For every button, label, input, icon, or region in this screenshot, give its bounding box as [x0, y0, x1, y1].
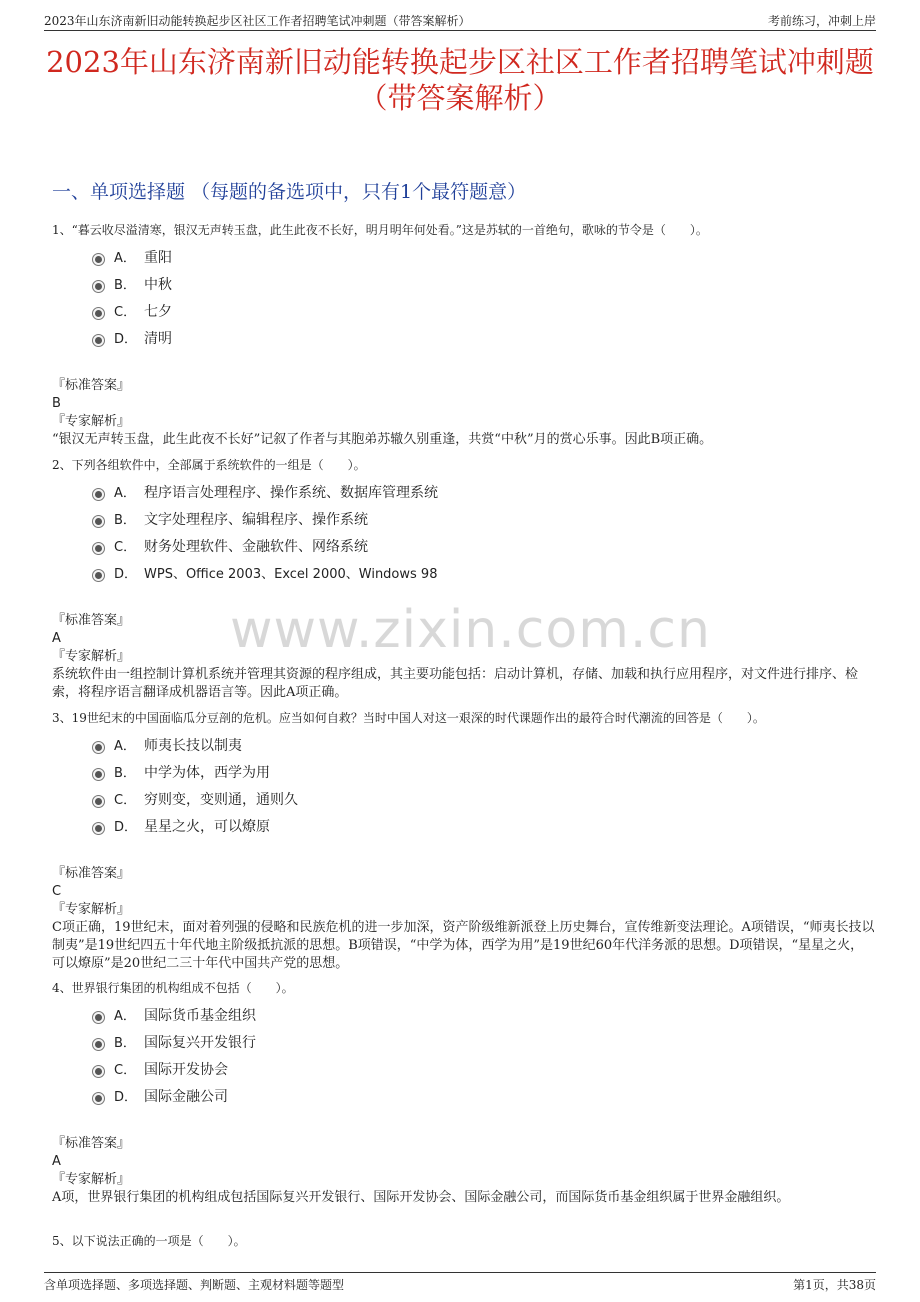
answer-label: 『标准答案』 — [52, 1136, 131, 1151]
radio-icon[interactable] — [92, 1092, 105, 1105]
option-d[interactable] — [52, 1084, 876, 1111]
option-a[interactable] — [52, 733, 876, 760]
radio-icon[interactable] — [92, 334, 105, 347]
option-letter: A． — [114, 486, 136, 501]
option-text: 星星之火，可以燎原 — [144, 819, 270, 835]
answer-label: 『标准答案』 — [52, 866, 131, 881]
radio-icon[interactable] — [92, 1038, 105, 1051]
radio-icon[interactable] — [92, 280, 105, 293]
option-text: 中学为体，西学为用 — [144, 765, 270, 781]
option-b[interactable] — [52, 1030, 876, 1057]
option-b[interactable] — [52, 760, 876, 787]
option-a[interactable] — [52, 245, 876, 272]
option-letter: C． — [114, 793, 137, 808]
option-letter: A． — [114, 1009, 136, 1024]
option-text: 国际货币基金组织 — [144, 1008, 256, 1024]
radio-icon[interactable] — [92, 822, 105, 835]
answer-value: A — [52, 1154, 61, 1169]
option-letter: A． — [114, 739, 136, 754]
option-letter: D． — [114, 332, 138, 347]
option-c[interactable] — [52, 787, 876, 814]
option-list — [52, 480, 876, 588]
option-text: 国际复兴开发银行 — [144, 1035, 256, 1051]
option-d[interactable] — [52, 326, 876, 353]
analysis-text: A项，世界银行集团的机构组成包括国际复兴开发银行、国际开发协会、国际金融公司，而国际货币基金组织属于世界金融组织。 — [52, 1190, 790, 1205]
option-letter: C． — [114, 1063, 137, 1078]
radio-icon[interactable] — [92, 768, 105, 781]
radio-icon[interactable] — [92, 488, 105, 501]
radio-icon[interactable] — [92, 515, 105, 528]
page-header — [44, 10, 876, 31]
question-5 — [52, 1233, 876, 1250]
header-slogan: 考前练习，冲刺上岸 — [767, 14, 876, 28]
analysis-label: 『专家解析』 — [52, 1172, 131, 1187]
question-text: 5、以下说法正确的一项是（ ）。 — [52, 1234, 246, 1248]
option-letter: B． — [114, 766, 136, 781]
option-letter: B． — [114, 513, 136, 528]
page-number: 第1页，共38页 — [793, 1278, 876, 1292]
radio-icon[interactable] — [92, 1011, 105, 1024]
option-text: 七夕 — [144, 304, 172, 320]
answer-block — [52, 612, 876, 702]
radio-icon[interactable] — [92, 795, 105, 808]
question-2 — [52, 457, 876, 702]
analysis-label: 『专家解析』 — [52, 649, 131, 664]
option-c[interactable] — [52, 534, 876, 561]
option-text: 文字处理程序、编辑程序、操作系统 — [144, 512, 368, 528]
option-list — [52, 1003, 876, 1111]
answer-value: B — [52, 396, 61, 411]
page-footer — [44, 1272, 876, 1293]
option-list — [52, 245, 876, 353]
option-letter: D． — [114, 567, 138, 582]
document-title: 2023年山东济南新旧动能转换起步区社区工作者招聘笔试冲刺题（带答案解析） — [46, 45, 874, 115]
option-text: 清明 — [144, 331, 172, 347]
watermark: www.zixin.com.cn — [230, 600, 711, 660]
answer-value: C — [52, 884, 62, 899]
option-letter: A． — [114, 251, 136, 266]
footer-note: 含单项选择题、多项选择题、判断题、主观材料题等题型 — [44, 1278, 345, 1292]
radio-icon[interactable] — [92, 253, 105, 266]
option-text: WPS、Office 2003、Excel 2000、Windows 98 — [144, 567, 438, 582]
option-c[interactable] — [52, 299, 876, 326]
option-text: 程序语言处理程序、操作系统、数据库管理系统 — [144, 485, 438, 501]
option-d[interactable] — [52, 814, 876, 841]
option-c[interactable] — [52, 1057, 876, 1084]
option-a[interactable] — [52, 1003, 876, 1030]
question-text: 2、下列各组软件中，全部属于系统软件的一组是（ ）。 — [52, 458, 366, 472]
radio-icon[interactable] — [92, 741, 105, 754]
answer-block — [52, 865, 876, 973]
option-letter: B． — [114, 1036, 136, 1051]
option-d[interactable] — [52, 561, 876, 588]
radio-icon[interactable] — [92, 1065, 105, 1078]
question-text: 3、19世纪末的中国面临瓜分豆剖的危机。应当如何自救？当时中国人对这一艰深的时代课题作出的最符合时代潮流的回答是（ ）。 — [52, 711, 765, 725]
option-b[interactable] — [52, 507, 876, 534]
section-heading: 一、单项选择题 （每题的备选项中，只有1个最符题意） — [52, 181, 527, 203]
option-letter: C． — [114, 305, 137, 320]
analysis-text: C项正确，19世纪末，面对着列强的侵略和民族危机的进一步加深，资产阶级维新派登上历史舞台，宣传维新变法理论。A项错误，“师夷长技以制夷”是19世纪四五十年代地主阶级抵抗派的思想。B项错误，“中学为体，西学为用”是19世纪60年代洋务派的思想。D项错误，“星星之火，可以燎原”是20世纪二三十年代中国共产党的思想。 — [52, 920, 875, 971]
option-letter: B． — [114, 278, 136, 293]
header-doc-title: 2023年山东济南新旧动能转换起步区社区工作者招聘笔试冲刺题（带答案解析） — [44, 14, 471, 28]
option-letter: C． — [114, 540, 137, 555]
option-text: 重阳 — [144, 250, 172, 266]
radio-icon[interactable] — [92, 542, 105, 555]
option-b[interactable] — [52, 272, 876, 299]
question-1 — [52, 222, 876, 449]
option-a[interactable] — [52, 480, 876, 507]
option-text: 中秋 — [144, 277, 172, 293]
option-text: 国际金融公司 — [144, 1089, 228, 1105]
answer-block — [52, 1135, 876, 1207]
option-text: 穷则变，变则通，通则久 — [144, 792, 298, 808]
analysis-label: 『专家解析』 — [52, 414, 131, 429]
question-text: 1、“暮云收尽溢清寒，银汉无声转玉盘，此生此夜不长好，明月明年何处看。”这是苏轼的一首绝句，歌咏的节令是（ ）。 — [52, 223, 708, 237]
answer-label: 『标准答案』 — [52, 378, 131, 393]
answer-value: A — [52, 631, 61, 646]
answer-block — [52, 377, 876, 449]
radio-icon[interactable] — [92, 307, 105, 320]
option-text: 财务处理软件、金融软件、网络系统 — [144, 539, 368, 555]
option-text: 师夷长技以制夷 — [144, 738, 242, 754]
option-list — [52, 733, 876, 841]
analysis-text: 系统软件由一组控制计算机系统并管理其资源的程序组成，其主要功能包括：启动计算机，存储、加载和执行应用程序，对文件进行排序、检索，将程序语言翻译成机器语言等。因此A项正确。 — [52, 667, 859, 700]
analysis-label: 『专家解析』 — [52, 902, 131, 917]
option-letter: D． — [114, 1090, 138, 1105]
question-text: 4、世界银行集团的机构组成不包括（ ）。 — [52, 981, 294, 995]
option-text: 国际开发协会 — [144, 1062, 228, 1078]
question-3 — [52, 710, 876, 973]
answer-label: 『标准答案』 — [52, 613, 131, 628]
radio-icon[interactable] — [92, 569, 105, 582]
question-4 — [52, 980, 876, 1207]
option-letter: D． — [114, 820, 138, 835]
analysis-text: “银汉无声转玉盘，此生此夜不长好”记叙了作者与其胞弟苏辙久别重逢，共赏“中秋”月的赏心乐事。因此B项正确。 — [52, 432, 713, 447]
